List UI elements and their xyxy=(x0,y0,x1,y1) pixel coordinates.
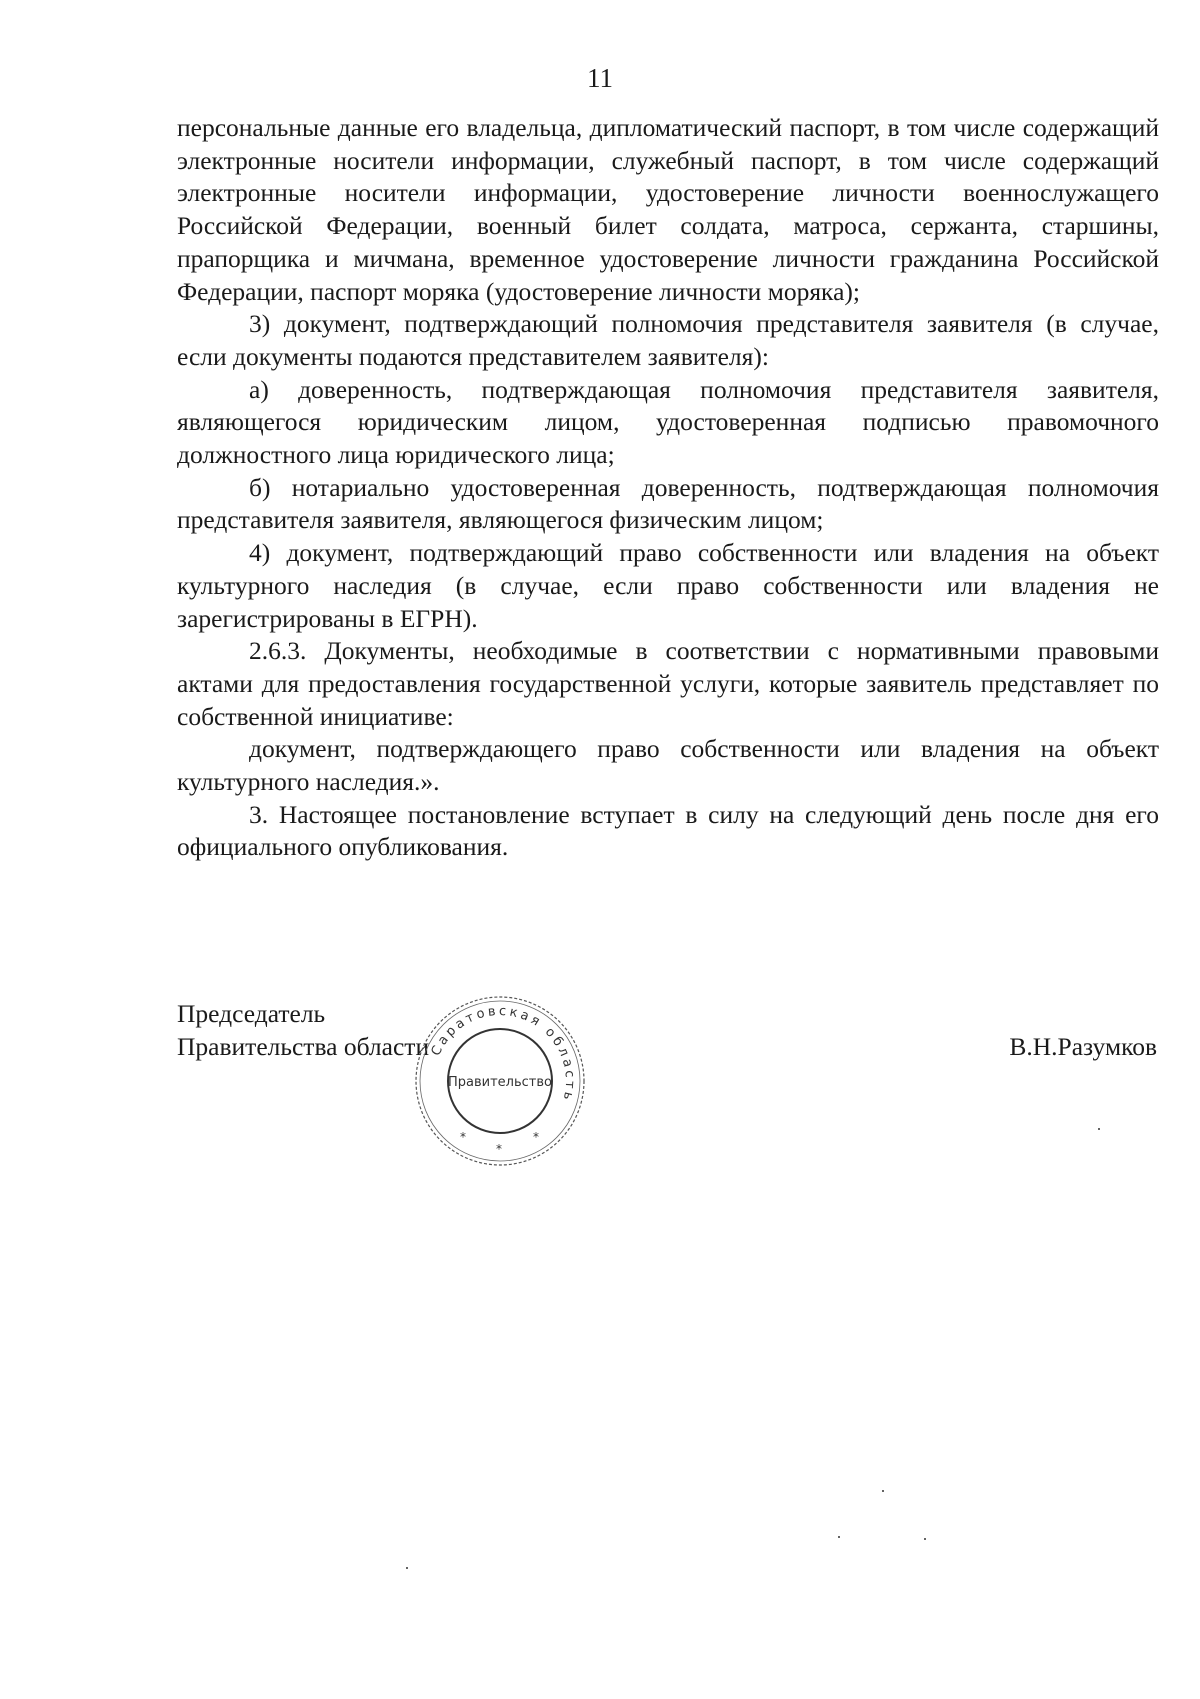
signatory-title-line1: Председатель xyxy=(177,999,326,1028)
paragraph-item-4: 4) документ, подтверждающий право собственности или владения на объект культурного наследия (в случае, если право собственности или владения не зарегистрированы в ЕГРН). xyxy=(177,538,1159,633)
seal-center-text: Правительство xyxy=(448,1075,552,1090)
document-body xyxy=(177,112,1159,864)
paragraph-item-3a: а) доверенность, подтверждающая полномочия представителя заявителя, являющегося юридическим лицом, удостоверенная подписью правомочного должностного лица юридического лица; xyxy=(177,374,1159,470)
paragraph-item-3b: б) нотариально удостоверенная доверенность, подтверждающая полномочия представителя заявителя, являющегося физическим лицом; xyxy=(177,472,1159,535)
signatory-name: В.Н.Разумков xyxy=(1009,1032,1157,1061)
scan-speck xyxy=(1098,1128,1100,1130)
scan-speck xyxy=(838,1536,840,1538)
scan-speck xyxy=(924,1538,926,1540)
page-number: 11 xyxy=(587,63,613,93)
scan-speck xyxy=(406,1567,408,1569)
seal-star-icon: * xyxy=(460,1130,466,1144)
seal-graphic xyxy=(412,993,588,1169)
paragraph-2-6-3: 2.6.3. Документы, необходимые в соответствии с нормативными правовыми актами для предоставления государственной услуги, которые заявитель представляет по собственной инициативе: xyxy=(177,636,1159,731)
paragraph-effective-date: 3. Настоящее постановление вступает в силу на следующий день после дня его официального опубликования. xyxy=(177,799,1159,862)
paragraph-item-3: 3) документ, подтверждающий полномочия представителя заявителя (в случае, если документы подаются представителем заявителя): xyxy=(177,309,1159,371)
signatory-title xyxy=(177,997,429,1063)
official-seal-stamp xyxy=(412,993,588,1169)
seal-star-icon: * xyxy=(496,1142,502,1156)
seal-ring-text: Саратовская область xyxy=(428,1003,578,1105)
paragraph-ownership-document: документ, подтверждающего право собственности или владения на объект культурного наследия.». xyxy=(177,734,1159,797)
signatory-title-line2: Правительства области xyxy=(177,1032,430,1061)
paragraph-documents-list: персональные данные его владельца, дипломатический паспорт, в том числе содержащий электронные носители информации, служебный паспорт, в том числе содержащий электронные носители информации, удостоверение личности военнослужащего Российской Федерации, военный билет солдата, матроса, сержанта, старшины, прапорщика и мичмана, временное удостоверение личности гражданина Российской Федерации, паспорт моряка (удостоверение личности моряка); xyxy=(177,113,1159,306)
seal-star-icon: * xyxy=(533,1130,539,1144)
scan-speck xyxy=(882,1490,884,1492)
